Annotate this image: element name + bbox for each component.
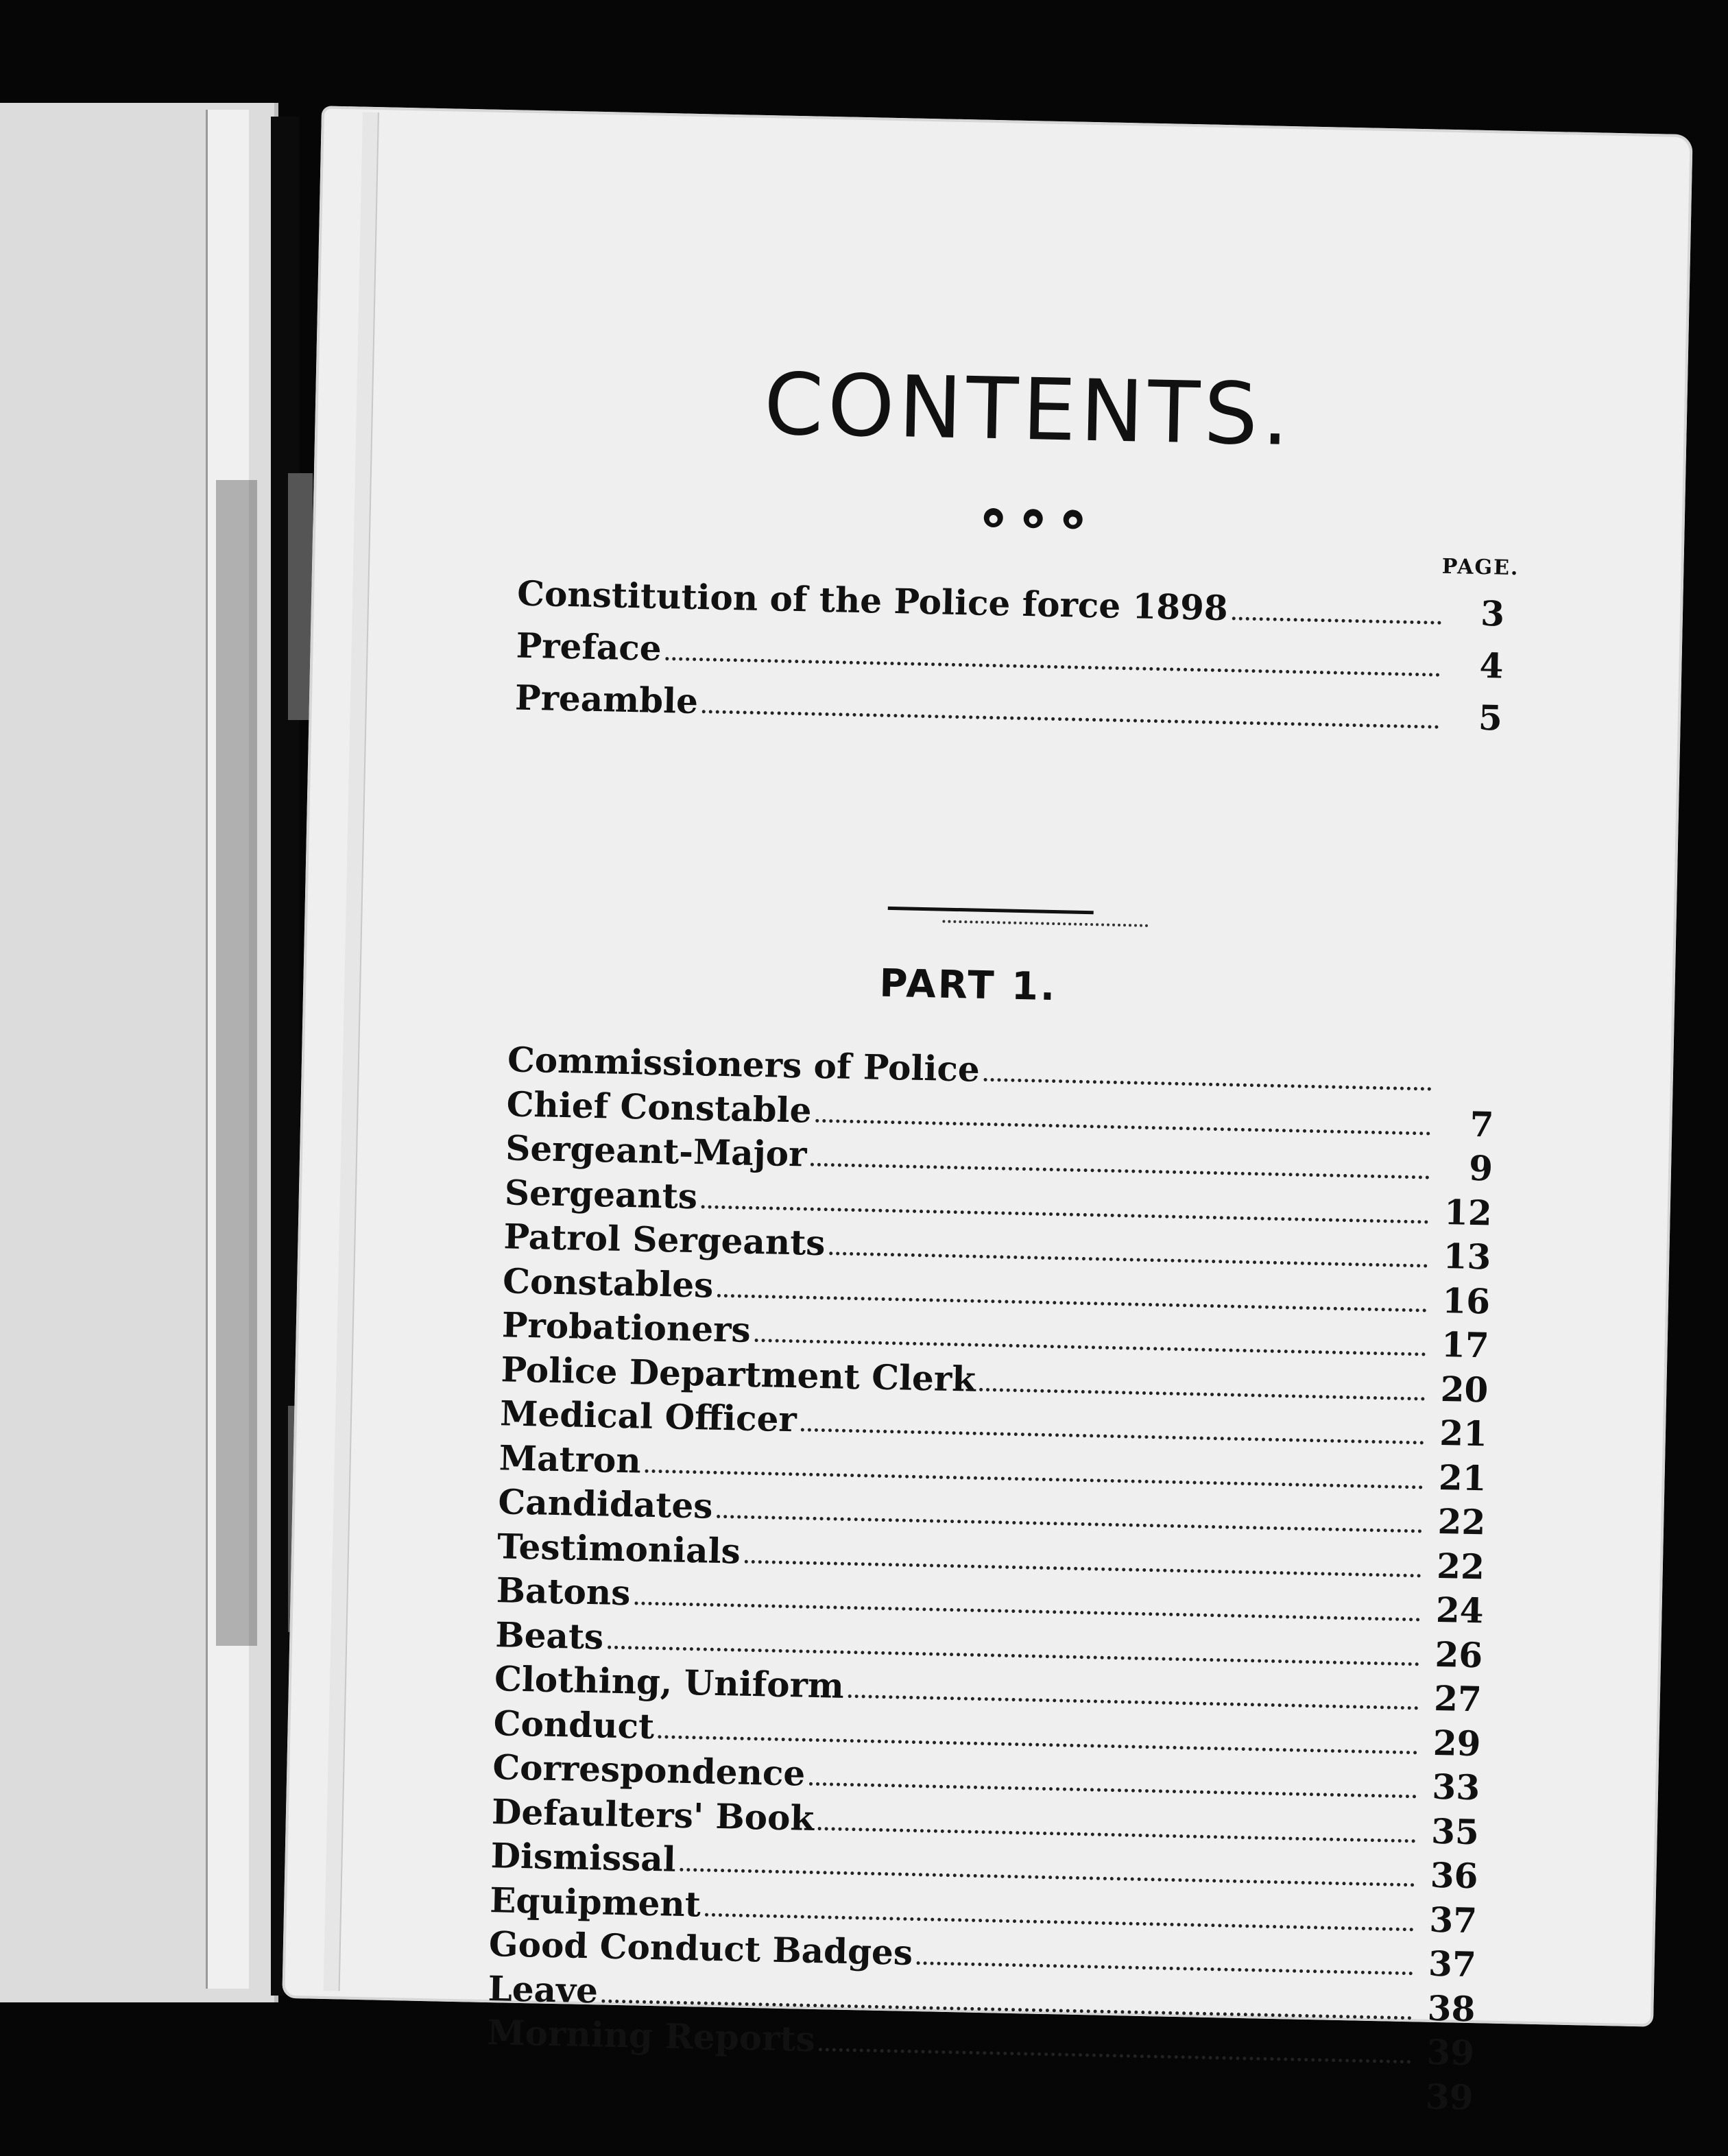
toc-entry-page: 3 — [1480, 592, 1505, 634]
toc-entry-label: Batons — [496, 1570, 632, 1614]
dot-leader — [979, 1387, 1425, 1400]
dot-leader — [809, 1782, 1417, 1799]
toc-entry-label: Preface — [516, 625, 662, 669]
toc-entry-label: Correspondence — [492, 1747, 806, 1794]
toc-entry-page: 35 — [1430, 1810, 1480, 1852]
toc-entry-page: 36 — [1430, 1854, 1479, 1897]
toc-entry-page: 37 — [1428, 1899, 1478, 1941]
page-column-header: PAGE. — [1441, 554, 1520, 581]
dot-leader — [1232, 616, 1441, 624]
dot-leader — [829, 1251, 1428, 1267]
toc-entry-page — [1439, 1091, 1494, 1092]
toc-entry-page: 4 — [1478, 645, 1504, 686]
dot-leader — [608, 1644, 1419, 1666]
ornament-dots — [978, 504, 1088, 534]
toc-entry — [516, 625, 1504, 686]
toc-entry-label: Preamble — [514, 677, 699, 722]
toc-entry-label: Dismissal — [490, 1835, 677, 1880]
page-gutter-edge — [324, 112, 379, 1991]
dot-leader — [702, 709, 1439, 729]
toc-entry-page: 39 — [1426, 2031, 1475, 2074]
toc-entry-label: Conduct — [493, 1702, 655, 1747]
dot-leader — [717, 1293, 1427, 1312]
toc-entry-label: Constables — [502, 1260, 714, 1306]
toc-entry-page: 7 — [1469, 1103, 1495, 1145]
toc-entry-label: Morning Reports — [486, 2012, 816, 2060]
dot-leader — [744, 1559, 1421, 1577]
divider-rule — [888, 907, 1094, 914]
dot-leader — [848, 1694, 1418, 1710]
toc-entry-label: Testimonials — [496, 1525, 741, 1572]
dot-leader — [634, 1601, 1420, 1621]
toc-entry-page: 27 — [1433, 1677, 1483, 1720]
toc-entry-label: Matron — [499, 1437, 642, 1481]
toc-entry-label: Chief Constable — [506, 1083, 813, 1131]
toc-entry-label: Defaulters' Book — [491, 1790, 815, 1838]
toc-entry-label: Beats — [494, 1614, 604, 1657]
dot-leader — [658, 1734, 1418, 1754]
toc-entry-label: Equipment — [489, 1879, 701, 1925]
toc-entry-page: 37 — [1428, 1943, 1477, 1985]
toc-entry-page: 21 — [1438, 1457, 1487, 1498]
dot-leader — [665, 656, 1440, 677]
toc-entry-page: 20 — [1440, 1368, 1489, 1410]
toc-entry-label: Probationers — [501, 1304, 752, 1350]
dot-leader — [818, 1826, 1416, 1843]
dot-leader — [983, 1077, 1431, 1091]
toc-entry-label: Candidates — [497, 1481, 714, 1526]
trailing-page-number: 39 — [1425, 2076, 1474, 2118]
toc-entry-label: Medical Officer — [499, 1393, 797, 1440]
toc-entry-page: 12 — [1443, 1191, 1493, 1233]
toc-entry-page: 33 — [1431, 1766, 1480, 1808]
section-divider — [887, 907, 1094, 938]
dot-leader — [917, 1961, 1413, 1975]
toc-entry — [516, 573, 1505, 634]
toc-entry-page: 13 — [1443, 1235, 1491, 1278]
contents-body — [486, 355, 1537, 2118]
dot-leader — [717, 1514, 1422, 1533]
toc-entry-page: 24 — [1435, 1589, 1485, 1631]
toc-entry-page: 9 — [1468, 1147, 1493, 1189]
dot-leader — [811, 1162, 1430, 1179]
page-title: CONTENTS. — [763, 355, 1295, 466]
toc-entry-label: Sergeant-Major — [505, 1127, 808, 1175]
toc-entry-label: Commissioners of Police — [507, 1039, 981, 1090]
toc-entry-page: 29 — [1432, 1722, 1482, 1764]
dot-leader — [815, 1118, 1430, 1135]
toc-entry-page: 5 — [1478, 697, 1503, 739]
toc-entry-page: 22 — [1436, 1545, 1485, 1587]
toc-entry-page: 21 — [1439, 1412, 1488, 1454]
facing-page-crease — [216, 480, 257, 1646]
dot-leader — [754, 1338, 1426, 1356]
dot-leader — [705, 1912, 1414, 1931]
toc-entry-label: Police Department Clerk — [500, 1348, 976, 1400]
dot-leader — [800, 1427, 1424, 1444]
toc-entry-label: Sergeants — [504, 1171, 698, 1217]
dot-leader — [645, 1468, 1423, 1489]
toc-entry-label: Leave — [488, 1967, 599, 2011]
toc-entry-page: 38 — [1427, 1987, 1476, 2029]
toc-entry-page: 17 — [1441, 1323, 1490, 1366]
part-heading: PART 1. — [878, 961, 1057, 1010]
toc-entry-label: Clothing, Uniform — [494, 1658, 845, 1706]
three-dots-icon — [978, 504, 1088, 534]
toc-entry — [514, 677, 1503, 739]
toc-entry-page: 16 — [1441, 1280, 1491, 1321]
toc-entry-label: Patrol Sergeants — [503, 1216, 826, 1264]
toc-entry-page: 22 — [1437, 1500, 1486, 1543]
toc-entry-page: 26 — [1434, 1633, 1483, 1675]
toc-entry-label: Good Conduct Badges — [488, 1924, 913, 1973]
dot-leader — [701, 1204, 1429, 1223]
divider-dotted-rule — [942, 920, 1148, 927]
dot-leader — [680, 1867, 1415, 1887]
contents-page — [282, 106, 1692, 2118]
toc-entry-label: Constitution of the Police force 1898 — [516, 573, 1229, 629]
